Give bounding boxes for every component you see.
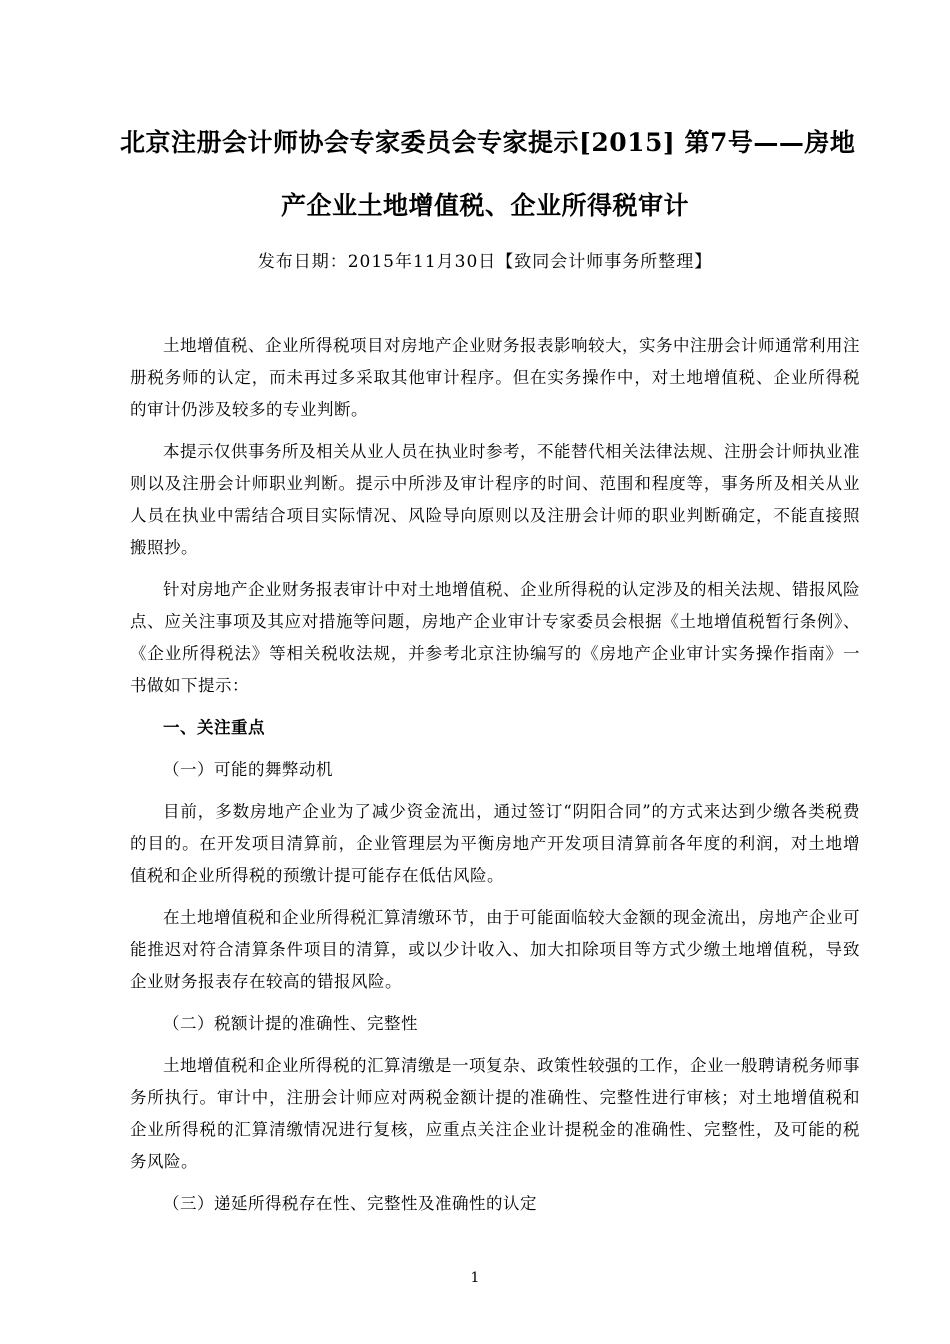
intro-paragraph-3: 针对房地产企业财务报表审计中对土地增值税、企业所得税的认定涉及的相关法规、错报风险点、应关注事项及其应对措施等问题，房地产企业审计专家委员会根据《土地增值税暂行条例》、《企业所得税法》等相关税收法规，并参考北京注协编写的《房地产企业审计实务操作指南》一书做如下提示： [130,580,860,695]
subsection-heading-2: （二）税额计提的准确性、完整性 [163,1014,418,1033]
subsection-1-paragraph-2: 在土地增值税和企业所得税汇算清缴环节，由于可能面临较大金额的现金流出，房地产企业可能推迟对符合清算条件项目的清算，或以少计收入、加大扣除项目等方式少缴土地增值税，导致企业财务报表存在较高的错报风险。 [130,908,860,991]
publish-info: 发布日期：2015年11月30日【致同会计师事务所整理】 [257,252,713,272]
intro-paragraph-1: 土地增值税、企业所得税项目对房地产企业财务报表影响较大，实务中注册会计师通常利用注册税务师的认定，而未再过多采取其他审计程序。但在实务操作中，对土地增值税、企业所得税的审计仍涉及较多的专业判断。 [130,336,860,419]
subsection-heading-1: （一）可能的舞弊动机 [163,760,333,779]
intro-paragraph-2: 本提示仅供事务所及相关从业人员在执业时参考，不能替代相关法律法规、注册会计师执业准则以及注册会计师职业判断。提示中所涉及审计程序的时间、范围和程度等，事务所及相关从业人员在执业中需结合项目实际情况、风险导向原则以及注册会计师的职业判断确定，不能直接照搬照抄。 [130,442,860,557]
subsection-heading-3: （三）递延所得税存在性、完整性及准确性的认定 [163,1194,537,1213]
page-number: 1 [470,1270,480,1286]
subsection-2-paragraph-1: 土地增值税和企业所得税的汇算清缴是一项复杂、政策性较强的工作，企业一般聘请税务师事务所执行。审计中，注册会计师应对两税金额计提的准确性、完整性进行审核；对土地增值税和企业所得税的汇算清缴情况进行复核，应重点关注企业计提税金的准确性、完整性，及可能的税务风险。 [130,1056,860,1171]
document-title-line-1: 北京注册会计师协会专家委员会专家提示[2015] 第7号——房地 [120,128,856,157]
section-heading-1: 一、关注重点 [163,718,265,737]
document-title-line-2: 产企业土地增值税、企业所得税审计 [280,191,689,220]
subsection-1-paragraph-1: 目前，多数房地产企业为了减少资金流出，通过签订“阴阳合同”的方式来达到少缴各类税费的目的。在开发项目清算前，企业管理层为平衡房地产开发项目清算前各年度的利润，对土地增值税和企业所得税的预缴计提可能存在低估风险。 [130,802,860,885]
document-body [130,330,860,1230]
